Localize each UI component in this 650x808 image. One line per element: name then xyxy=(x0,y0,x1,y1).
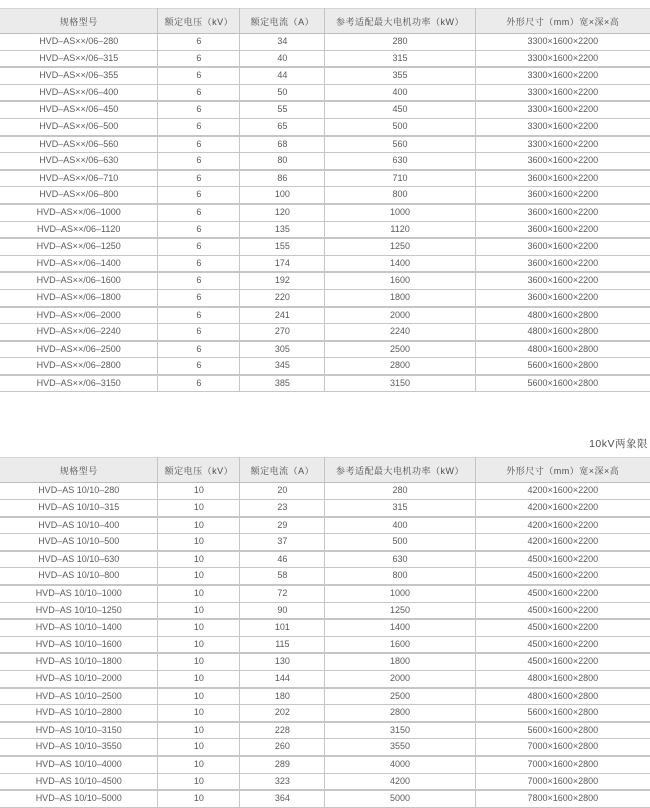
cell: 3300×1600×2200 xyxy=(475,118,650,135)
cell: 385 xyxy=(240,375,325,392)
table-row xyxy=(0,551,650,568)
column-header: 额定电流（A） xyxy=(240,458,325,483)
cell: 4500×1600×2200 xyxy=(475,636,650,653)
cell: 4500×1600×2200 xyxy=(475,585,650,602)
cell: HVD–AS××/06–500 xyxy=(0,118,158,135)
cell: 180 xyxy=(240,688,325,705)
cell: HVD–AS××/06–2500 xyxy=(0,341,158,358)
cell: 6 xyxy=(158,238,240,255)
cell: 10 xyxy=(158,551,240,568)
cell: HVD–AS 10/10–1400 xyxy=(0,619,158,636)
cell: 34 xyxy=(240,34,325,51)
table-row xyxy=(0,255,650,272)
cell: 280 xyxy=(325,34,475,51)
cell: HVD–AS××/06–400 xyxy=(0,84,158,101)
cell: HVD–AS××/06–1800 xyxy=(0,289,158,306)
cell: 10 xyxy=(158,653,240,670)
column-header: 规格型号 xyxy=(0,9,158,34)
cell: HVD–AS 10/10–1800 xyxy=(0,653,158,670)
cell: 3300×1600×2200 xyxy=(475,67,650,84)
table-row xyxy=(0,653,650,670)
cell: 2500 xyxy=(325,341,475,358)
spec-table-6kv-body xyxy=(0,34,650,392)
cell: 65 xyxy=(240,118,325,135)
cell: 1600 xyxy=(325,272,475,289)
cell: HVD–AS 10/10–2800 xyxy=(0,705,158,722)
cell: HVD–AS××/06–355 xyxy=(0,67,158,84)
cell: 10 xyxy=(158,517,240,534)
cell: HVD–AS××/06–450 xyxy=(0,101,158,118)
cell: HVD–AS××/06–3150 xyxy=(0,375,158,392)
cell: HVD–AS 10/10–315 xyxy=(0,500,158,517)
table-row xyxy=(0,602,650,619)
cell: HVD–AS 10/10–2500 xyxy=(0,688,158,705)
table-row xyxy=(0,756,650,773)
table-row xyxy=(0,170,650,187)
cell: 3300×1600×2200 xyxy=(475,136,650,153)
cell: HVD–AS 10/10–5000 xyxy=(0,790,158,807)
cell: 6 xyxy=(158,118,240,135)
table-row xyxy=(0,204,650,221)
header-row xyxy=(0,458,650,483)
cell: 1250 xyxy=(325,602,475,619)
cell: 800 xyxy=(325,568,475,585)
cell: 100 xyxy=(240,187,325,204)
cell: HVD–AS××/06–800 xyxy=(0,187,158,204)
table-row xyxy=(0,238,650,255)
table-row xyxy=(0,722,650,739)
cell: 10 xyxy=(158,534,240,551)
column-header: 外形尺寸（mm）宽×深×高 xyxy=(475,458,650,483)
table-row xyxy=(0,307,650,324)
cell: 2000 xyxy=(325,307,475,324)
cell: 3600×1600×2200 xyxy=(475,221,650,238)
cell: 3600×1600×2200 xyxy=(475,289,650,306)
cell: 6 xyxy=(158,289,240,306)
cell: 6 xyxy=(158,375,240,392)
cell: 241 xyxy=(240,307,325,324)
cell: 68 xyxy=(240,136,325,153)
table-row xyxy=(0,636,650,653)
cell: 6 xyxy=(158,170,240,187)
column-header: 外形尺寸（mm）宽×深×高 xyxy=(475,9,650,34)
cell: 6 xyxy=(158,153,240,170)
table-row xyxy=(0,50,650,67)
column-header: 参考适配最大电机功率（kW） xyxy=(325,9,475,34)
cell: 135 xyxy=(240,221,325,238)
cell: 315 xyxy=(325,500,475,517)
cell: HVD–AS××/06–1120 xyxy=(0,221,158,238)
table-row xyxy=(0,517,650,534)
column-header: 参考适配最大电机功率（kW） xyxy=(325,458,475,483)
cell: 144 xyxy=(240,671,325,688)
cell: 5600×1600×2800 xyxy=(475,358,650,375)
table-row xyxy=(0,671,650,688)
cell: 710 xyxy=(325,170,475,187)
cell: 2500 xyxy=(325,688,475,705)
cell: 355 xyxy=(325,67,475,84)
table-row xyxy=(0,187,650,204)
cell: 500 xyxy=(325,118,475,135)
cell: 1400 xyxy=(325,255,475,272)
cell: 90 xyxy=(240,602,325,619)
cell: 3300×1600×2200 xyxy=(475,50,650,67)
cell: 364 xyxy=(240,790,325,807)
cell: 7000×1600×2800 xyxy=(475,756,650,773)
cell: 3150 xyxy=(325,375,475,392)
section-label-10kv-two-quadrant: 10kV两象限 xyxy=(589,438,648,451)
cell: 6 xyxy=(158,272,240,289)
cell: 4500×1600×2200 xyxy=(475,602,650,619)
cell: HVD–AS××/06–1400 xyxy=(0,255,158,272)
cell: 5000 xyxy=(325,790,475,807)
cell: 10 xyxy=(158,500,240,517)
cell: 6 xyxy=(158,204,240,221)
column-header: 额定电流（A） xyxy=(240,9,325,34)
cell: 50 xyxy=(240,84,325,101)
cell: 4500×1600×2200 xyxy=(475,619,650,636)
cell: 2000 xyxy=(325,671,475,688)
table-row xyxy=(0,619,650,636)
cell: 174 xyxy=(240,255,325,272)
cell: 450 xyxy=(325,101,475,118)
cell: 10 xyxy=(158,585,240,602)
table-row xyxy=(0,705,650,722)
cell: 55 xyxy=(240,101,325,118)
cell: 315 xyxy=(325,50,475,67)
table-row xyxy=(0,101,650,118)
cell: 3600×1600×2200 xyxy=(475,153,650,170)
cell: HVD–AS 10/10–2000 xyxy=(0,671,158,688)
table-row xyxy=(0,500,650,517)
cell: 155 xyxy=(240,238,325,255)
cell: 6 xyxy=(158,187,240,204)
cell: 3150 xyxy=(325,722,475,739)
column-header: 额定电压（kV） xyxy=(158,9,240,34)
cell: 10 xyxy=(158,790,240,807)
cell: HVD–AS 10/10–4500 xyxy=(0,773,158,790)
cell: 4500×1600×2200 xyxy=(475,551,650,568)
cell: 1600 xyxy=(325,636,475,653)
cell: HVD–AS××/06–710 xyxy=(0,170,158,187)
cell: HVD–AS 10/10–3550 xyxy=(0,739,158,756)
cell: 3600×1600×2200 xyxy=(475,272,650,289)
cell: 58 xyxy=(240,568,325,585)
cell: HVD–AS××/06–280 xyxy=(0,34,158,51)
table-row xyxy=(0,534,650,551)
cell: 3300×1600×2200 xyxy=(475,84,650,101)
cell: 220 xyxy=(240,289,325,306)
cell: 3600×1600×2200 xyxy=(475,187,650,204)
cell: HVD–AS 10/10–630 xyxy=(0,551,158,568)
table-row xyxy=(0,739,650,756)
cell: HVD–AS 10/10–500 xyxy=(0,534,158,551)
cell: 4800×1600×2800 xyxy=(475,688,650,705)
spec-table-6kv-header xyxy=(0,9,650,34)
cell: 6 xyxy=(158,34,240,51)
cell: 2240 xyxy=(325,324,475,341)
cell: 20 xyxy=(240,483,325,500)
cell: 6 xyxy=(158,341,240,358)
cell: 4500×1600×2200 xyxy=(475,653,650,670)
cell: HVD–AS 10/10–1000 xyxy=(0,585,158,602)
cell: 1000 xyxy=(325,204,475,221)
column-header: 额定电压（kV） xyxy=(158,458,240,483)
cell: 120 xyxy=(240,204,325,221)
cell: 2800 xyxy=(325,705,475,722)
cell: 4800×1600×2800 xyxy=(475,324,650,341)
cell: 6 xyxy=(158,136,240,153)
header-row xyxy=(0,9,650,34)
cell: 86 xyxy=(240,170,325,187)
cell: 10 xyxy=(158,773,240,790)
cell: 202 xyxy=(240,705,325,722)
cell: 7000×1600×2800 xyxy=(475,773,650,790)
cell: 400 xyxy=(325,84,475,101)
table-row xyxy=(0,34,650,51)
cell: 6 xyxy=(158,324,240,341)
cell: 345 xyxy=(240,358,325,375)
cell: 6 xyxy=(158,50,240,67)
cell: 6 xyxy=(158,67,240,84)
table-row xyxy=(0,375,650,392)
cell: 4000 xyxy=(325,756,475,773)
cell: 500 xyxy=(325,534,475,551)
cell: 10 xyxy=(158,705,240,722)
cell: HVD–AS××/06–1600 xyxy=(0,272,158,289)
cell: 6 xyxy=(158,221,240,238)
cell: 192 xyxy=(240,272,325,289)
table-row xyxy=(0,585,650,602)
cell: HVD–AS××/06–2800 xyxy=(0,358,158,375)
cell: 3300×1600×2200 xyxy=(475,101,650,118)
cell: 323 xyxy=(240,773,325,790)
cell: HVD–AS××/06–2240 xyxy=(0,324,158,341)
cell: 6 xyxy=(158,358,240,375)
cell: HVD–AS 10/10–800 xyxy=(0,568,158,585)
table-row xyxy=(0,688,650,705)
cell: 44 xyxy=(240,67,325,84)
cell: HVD–AS 10/10–1600 xyxy=(0,636,158,653)
cell: 560 xyxy=(325,136,475,153)
cell: 1120 xyxy=(325,221,475,238)
cell: 4200×1600×2200 xyxy=(475,483,650,500)
cell: 260 xyxy=(240,739,325,756)
cell: 80 xyxy=(240,153,325,170)
cell: 4200×1600×2200 xyxy=(475,500,650,517)
cell: 10 xyxy=(158,619,240,636)
cell: 115 xyxy=(240,636,325,653)
cell: HVD–AS××/06–2000 xyxy=(0,307,158,324)
cell: HVD–AS××/06–315 xyxy=(0,50,158,67)
cell: HVD–AS××/06–630 xyxy=(0,153,158,170)
cell: 3550 xyxy=(325,739,475,756)
cell: HVD–AS 10/10–3150 xyxy=(0,722,158,739)
cell: 1400 xyxy=(325,619,475,636)
cell: 5600×1600×2800 xyxy=(475,722,650,739)
cell: 280 xyxy=(325,483,475,500)
cell: 630 xyxy=(325,551,475,568)
cell: 305 xyxy=(240,341,325,358)
cell: 228 xyxy=(240,722,325,739)
cell: 10 xyxy=(158,602,240,619)
cell: 29 xyxy=(240,517,325,534)
cell: 3600×1600×2200 xyxy=(475,204,650,221)
spec-table-10kv-header xyxy=(0,458,650,483)
cell: 4800×1600×2800 xyxy=(475,307,650,324)
cell: 4800×1600×2800 xyxy=(475,671,650,688)
cell: 3300×1600×2200 xyxy=(475,34,650,51)
cell: 1000 xyxy=(325,585,475,602)
cell: 10 xyxy=(158,722,240,739)
table-row xyxy=(0,221,650,238)
cell: 40 xyxy=(240,50,325,67)
cell: 4200×1600×2200 xyxy=(475,517,650,534)
table-row xyxy=(0,272,650,289)
table-row xyxy=(0,483,650,500)
table-row xyxy=(0,773,650,790)
cell: 4800×1600×2800 xyxy=(475,341,650,358)
cell: HVD–AS××/06–1250 xyxy=(0,238,158,255)
cell: 289 xyxy=(240,756,325,773)
cell: 37 xyxy=(240,534,325,551)
cell: 6 xyxy=(158,101,240,118)
cell: 10 xyxy=(158,739,240,756)
cell: 10 xyxy=(158,483,240,500)
cell: 630 xyxy=(325,153,475,170)
cell: 270 xyxy=(240,324,325,341)
table-row xyxy=(0,84,650,101)
cell: 1800 xyxy=(325,289,475,306)
cell: 6 xyxy=(158,255,240,272)
cell: HVD–AS 10/10–1250 xyxy=(0,602,158,619)
table-row xyxy=(0,136,650,153)
cell: 72 xyxy=(240,585,325,602)
cell: 3600×1600×2200 xyxy=(475,238,650,255)
cell: 101 xyxy=(240,619,325,636)
cell: 5600×1600×2800 xyxy=(475,375,650,392)
cell: 10 xyxy=(158,671,240,688)
table-row xyxy=(0,289,650,306)
cell: 1250 xyxy=(325,238,475,255)
cell: HVD–AS 10/10–4000 xyxy=(0,756,158,773)
cell: 10 xyxy=(158,568,240,585)
cell: 3600×1600×2200 xyxy=(475,170,650,187)
cell: 6 xyxy=(158,307,240,324)
spec-table-10kv-body xyxy=(0,483,650,807)
cell: 2800 xyxy=(325,358,475,375)
cell: 23 xyxy=(240,500,325,517)
cell: HVD–AS 10/10–280 xyxy=(0,483,158,500)
cell: 4200 xyxy=(325,773,475,790)
spec-table-10kv xyxy=(0,457,650,807)
cell: 10 xyxy=(158,636,240,653)
cell: HVD–AS 10/10–400 xyxy=(0,517,158,534)
cell: 4200×1600×2200 xyxy=(475,534,650,551)
cell: 10 xyxy=(158,688,240,705)
cell: 6 xyxy=(158,84,240,101)
cell: HVD–AS××/06–560 xyxy=(0,136,158,153)
cell: HVD–AS××/06–1000 xyxy=(0,204,158,221)
cell: 400 xyxy=(325,517,475,534)
table-row xyxy=(0,324,650,341)
table-row xyxy=(0,67,650,84)
cell: 1800 xyxy=(325,653,475,670)
cell: 800 xyxy=(325,187,475,204)
table-row xyxy=(0,153,650,170)
table-row xyxy=(0,358,650,375)
spec-table-6kv xyxy=(0,8,650,392)
cell: 7000×1600×2800 xyxy=(475,739,650,756)
cell: 4500×1600×2200 xyxy=(475,568,650,585)
table-row xyxy=(0,341,650,358)
cell: 10 xyxy=(158,756,240,773)
cell: 130 xyxy=(240,653,325,670)
cell: 3600×1600×2200 xyxy=(475,255,650,272)
table-row xyxy=(0,568,650,585)
table-row xyxy=(0,790,650,807)
cell: 46 xyxy=(240,551,325,568)
column-header: 规格型号 xyxy=(0,458,158,483)
table-row xyxy=(0,118,650,135)
cell: 5600×1600×2800 xyxy=(475,705,650,722)
cell: 7800×1600×2800 xyxy=(475,790,650,807)
